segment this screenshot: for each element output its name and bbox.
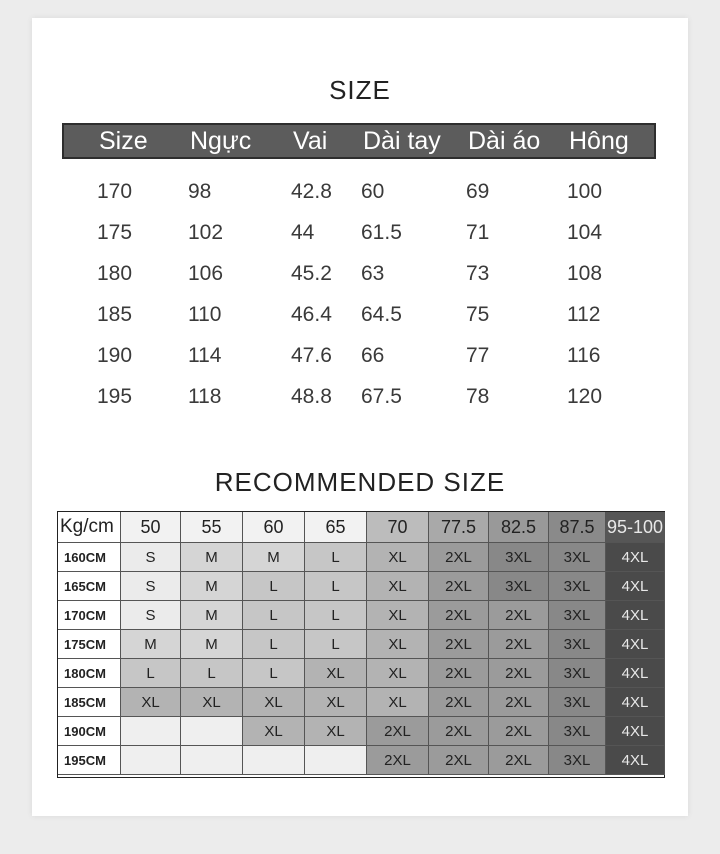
size-recommendation-cell: XL [243, 717, 305, 746]
weight-header: 77.5 [429, 512, 489, 543]
size-recommendation-cell: 3XL [549, 746, 606, 775]
size-cell: 63 [361, 262, 385, 285]
size-recommendation-cell: 3XL [549, 659, 606, 688]
size-cell: 110 [188, 303, 222, 326]
size-recommendation-cell: 4XL [606, 746, 665, 775]
weight-header: 50 [121, 512, 181, 543]
size-recommendation-cell: M [181, 572, 243, 601]
size-cell: 120 [567, 385, 603, 408]
size-recommendation-cell: 2XL [367, 717, 429, 746]
size-row [0, 303, 720, 333]
height-label: 160CM [58, 543, 121, 572]
size-recommendation-cell: S [121, 572, 181, 601]
size-recommendation-cell: 2XL [489, 659, 549, 688]
size-cell: 112 [567, 303, 601, 326]
size-recommendation-cell: L [243, 630, 305, 659]
size-row [0, 262, 720, 292]
size-recommendation-cell: L [243, 572, 305, 601]
size-cell: 114 [188, 344, 222, 367]
size-recommendation-cell: XL [305, 717, 367, 746]
size-cell: 118 [188, 385, 222, 408]
size-recommendation-cell: XL [305, 659, 367, 688]
size-recommendation-cell: 2XL [489, 630, 549, 659]
size-header-cell: Hông [569, 127, 629, 155]
size-recommendation-cell: 2XL [367, 746, 429, 775]
size-cell: 102 [188, 221, 224, 244]
size-cell: 108 [567, 262, 603, 285]
size-cell: 69 [466, 180, 490, 203]
size-header-cell: Dài tay [363, 127, 441, 155]
size-recommendation-cell [121, 746, 181, 775]
size-cell: 46.4 [291, 303, 332, 326]
height-label: 195CM [58, 746, 121, 775]
size-recommendation-cell: 4XL [606, 572, 665, 601]
size-row [0, 221, 720, 251]
size-recommendation-cell: 4XL [606, 601, 665, 630]
size-cell: 45.2 [291, 262, 332, 285]
height-label: 190CM [58, 717, 121, 746]
size-recommendation-cell: 2XL [429, 746, 489, 775]
size-row [0, 180, 720, 210]
size-cell: 61.5 [361, 221, 402, 244]
size-recommendation-cell: XL [367, 688, 429, 717]
size-recommendation-cell: 2XL [429, 543, 489, 572]
size-recommendation-cell: XL [305, 688, 367, 717]
size-cell: 170 [97, 180, 133, 203]
size-recommendation-cell: 3XL [549, 572, 606, 601]
size-recommendation-cell: 3XL [549, 717, 606, 746]
size-recommendation-cell: 2XL [429, 572, 489, 601]
size-recommendation-cell: L [181, 659, 243, 688]
size-recommendation-cell: 3XL [549, 688, 606, 717]
size-recommendation-cell: XL [121, 688, 181, 717]
size-recommendation-cell: XL [367, 659, 429, 688]
height-label: 185CM [58, 688, 121, 717]
size-recommendation-cell [181, 746, 243, 775]
weight-header: 65 [305, 512, 367, 543]
size-recommendation-cell: 3XL [549, 630, 606, 659]
size-cell: 106 [188, 262, 224, 285]
size-recommendation-cell: 3XL [489, 572, 549, 601]
size-cell: 73 [466, 262, 490, 285]
size-cell: 47.6 [291, 344, 332, 367]
size-recommendation-cell: L [121, 659, 181, 688]
size-row [0, 344, 720, 374]
size-recommendation-cell: L [243, 601, 305, 630]
size-cell: 48.8 [291, 385, 332, 408]
size-recommendation-cell: 4XL [606, 543, 665, 572]
weight-header: 82.5 [489, 512, 549, 543]
size-cell: 100 [567, 180, 603, 203]
size-recommendation-cell: M [181, 601, 243, 630]
size-cell: 190 [97, 344, 133, 367]
weight-header: 60 [243, 512, 305, 543]
size-cell: 185 [97, 303, 133, 326]
height-label: 175CM [58, 630, 121, 659]
size-recommendation-cell: 2XL [489, 746, 549, 775]
height-label: 170CM [58, 601, 121, 630]
size-recommendation-cell: M [181, 630, 243, 659]
size-recommendation-cell: XL [367, 543, 429, 572]
size-cell: 116 [567, 344, 601, 367]
recommended-size-grid [57, 511, 665, 778]
size-cell: 71 [466, 221, 490, 244]
size-recommendation-cell: 3XL [549, 543, 606, 572]
size-recommendation-cell: 2XL [489, 688, 549, 717]
size-recommendation-cell [305, 746, 367, 775]
size-recommendation-cell: XL [181, 688, 243, 717]
size-recommendation-cell: XL [367, 630, 429, 659]
size-cell: 60 [361, 180, 385, 203]
size-header-cell: Vai [293, 127, 328, 155]
size-header-cell: Dài áo [468, 127, 541, 155]
size-recommendation-cell: M [121, 630, 181, 659]
size-cell: 67.5 [361, 385, 402, 408]
size-cell: 98 [188, 180, 212, 203]
size-recommendation-cell: L [305, 601, 367, 630]
size-recommendation-cell: S [121, 543, 181, 572]
height-label: 165CM [58, 572, 121, 601]
size-recommendation-cell: 2XL [429, 659, 489, 688]
size-recommendation-cell: XL [243, 688, 305, 717]
size-recommendation-cell: 2XL [429, 688, 489, 717]
size-recommendation-cell: 2XL [429, 717, 489, 746]
size-cell: 64.5 [361, 303, 402, 326]
weight-header: 55 [181, 512, 243, 543]
size-recommendation-cell: L [305, 630, 367, 659]
size-header-cell: Size [99, 127, 148, 155]
size-recommendation-cell: 2XL [429, 601, 489, 630]
size-recommendation-cell: L [243, 659, 305, 688]
corner-label: Kg/cm [58, 512, 121, 543]
size-recommendation-cell: 4XL [606, 630, 665, 659]
size-cell: 104 [567, 221, 603, 244]
size-recommendation-cell [243, 746, 305, 775]
size-cell: 175 [97, 221, 133, 244]
size-recommendation-cell: 2XL [489, 717, 549, 746]
weight-header: 95-100 [606, 512, 665, 543]
size-recommendation-cell: 4XL [606, 717, 665, 746]
size-recommendation-cell: 2XL [489, 601, 549, 630]
size-row [0, 385, 720, 415]
size-recommendation-cell: M [243, 543, 305, 572]
recommended-size-title: RECOMMENDED SIZE [214, 467, 506, 497]
size-cell: 75 [466, 303, 490, 326]
size-recommendation-cell [121, 717, 181, 746]
size-recommendation-cell: L [305, 572, 367, 601]
size-recommendation-cell: 4XL [606, 659, 665, 688]
size-chart-header [62, 123, 656, 159]
size-cell: 66 [361, 344, 385, 367]
size-cell: 78 [466, 385, 490, 408]
size-header-cell: Ngực [190, 127, 252, 155]
size-cell: 42.8 [291, 180, 332, 203]
size-recommendation-cell [181, 717, 243, 746]
weight-header: 87.5 [549, 512, 606, 543]
size-cell: 180 [97, 262, 133, 285]
size-recommendation-cell: L [305, 543, 367, 572]
size-recommendation-cell: XL [367, 601, 429, 630]
height-label: 180CM [58, 659, 121, 688]
size-chart-title: SIZE [329, 75, 391, 105]
size-recommendation-cell: 3XL [489, 543, 549, 572]
size-recommendation-cell: S [121, 601, 181, 630]
size-recommendation-cell: 3XL [549, 601, 606, 630]
size-recommendation-cell: 2XL [429, 630, 489, 659]
size-recommendation-cell: M [181, 543, 243, 572]
size-cell: 195 [97, 385, 133, 408]
size-cell: 44 [291, 221, 315, 244]
size-recommendation-cell: XL [367, 572, 429, 601]
size-cell: 77 [466, 344, 490, 367]
weight-header: 70 [367, 512, 429, 543]
size-recommendation-cell: 4XL [606, 688, 665, 717]
